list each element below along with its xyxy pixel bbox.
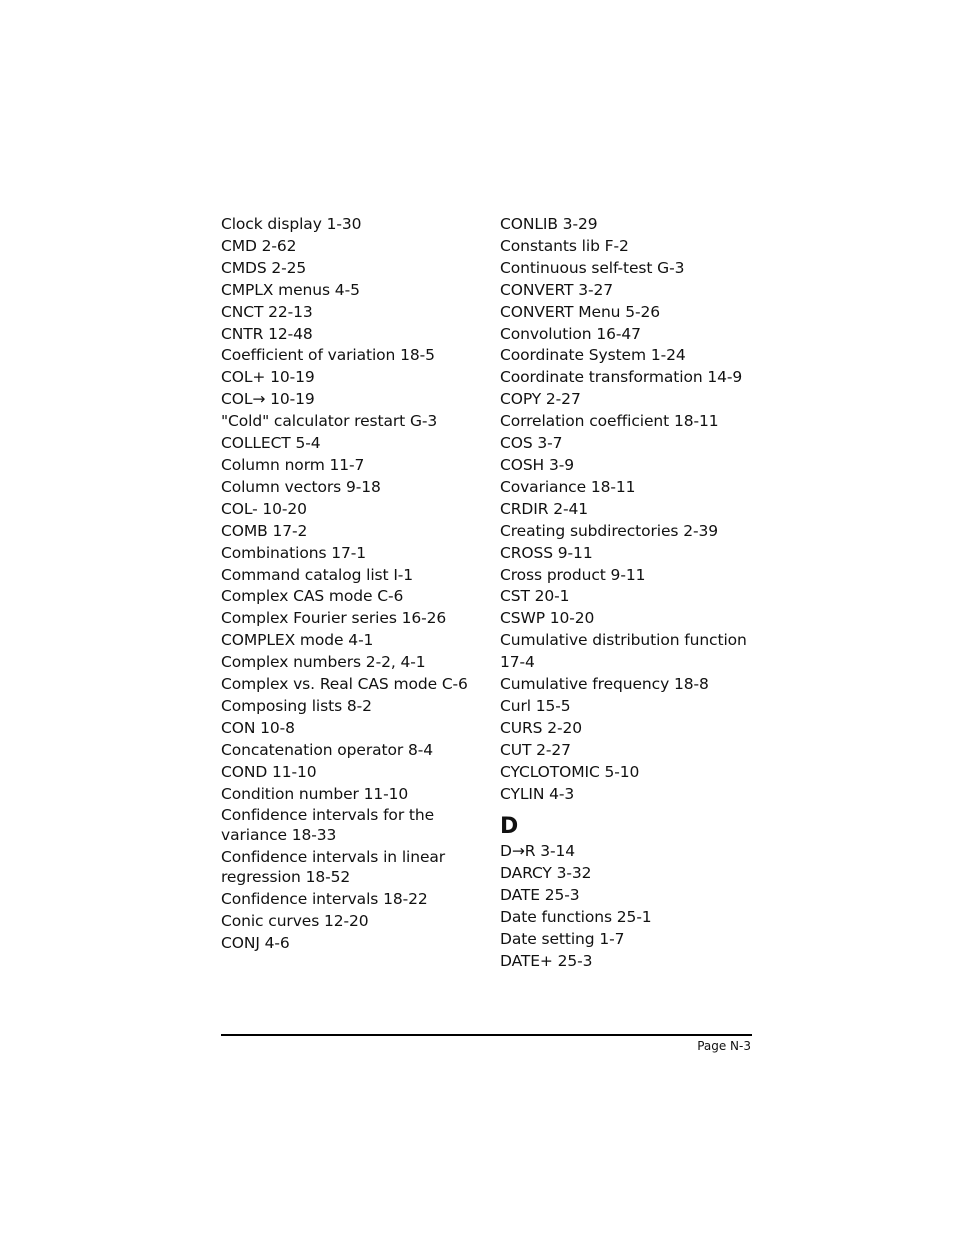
index-entry: CST 20-1 bbox=[500, 587, 570, 606]
index-entry: Curl 15-5 bbox=[500, 696, 571, 715]
index-entry: COL+ 10-19 bbox=[221, 368, 315, 387]
index-column-right bbox=[500, 214, 765, 973]
index-entry: Date setting 1-7 bbox=[500, 930, 625, 949]
index-column-left bbox=[221, 214, 486, 955]
index-entry: CURS 2-20 bbox=[500, 718, 582, 737]
index-entry: Convolution 16-47 bbox=[500, 324, 641, 343]
index-entry: COSH 3-9 bbox=[500, 455, 574, 474]
index-entry: CYLIN 4-3 bbox=[500, 784, 575, 803]
index-entry: Condition number 11-10 bbox=[221, 784, 409, 803]
index-entry: Complex vs. Real CAS mode C-6 bbox=[221, 675, 468, 694]
index-entry: COLLECT 5-4 bbox=[221, 434, 321, 453]
footer-divider bbox=[221, 1034, 752, 1036]
index-entry: Confidence intervals 18-22 bbox=[221, 890, 428, 909]
index-entry: CONLIB 3-29 bbox=[500, 215, 598, 233]
index-entry: Complex Fourier series 16-26 bbox=[221, 609, 447, 628]
index-entry: Constants lib F-2 bbox=[500, 236, 629, 255]
index-entry: Command catalog list I-1 bbox=[221, 565, 414, 584]
index-entry: Conic curves 12-20 bbox=[221, 912, 369, 931]
index-entry: CONVERT 3-27 bbox=[500, 280, 614, 299]
index-entry: CMD 2-62 bbox=[221, 236, 297, 255]
index-entry: Confidence intervals for the variance 18-33 bbox=[221, 806, 435, 845]
index-entry: COL- 10-20 bbox=[221, 499, 307, 518]
index-entry: CNCT 22-13 bbox=[221, 302, 313, 321]
index-entry: Column vectors 9-18 bbox=[221, 477, 381, 496]
index-entry: CUT 2-27 bbox=[500, 740, 571, 759]
index-entry: Cumulative distribution function 17-4 bbox=[500, 631, 747, 672]
index-entry: Date functions 25-1 bbox=[500, 908, 652, 927]
index-entry: COS 3-7 bbox=[500, 434, 563, 453]
index-entry: "Cold" calculator restart G-3 bbox=[221, 412, 438, 431]
index-entry: DARCY 3-32 bbox=[500, 864, 592, 883]
index-entry: CROSS 9-11 bbox=[500, 543, 593, 562]
index-entry: DATE+ 25-3 bbox=[500, 952, 593, 970]
section-heading-d: D bbox=[500, 814, 519, 840]
index-entry: D→R 3-14 bbox=[500, 842, 575, 861]
index-entry: Confidence intervals in linear regression 18-52 bbox=[221, 848, 446, 887]
index-entry: DATE 25-3 bbox=[500, 886, 580, 905]
index-entry: CRDIR 2-41 bbox=[500, 499, 588, 518]
index-entry: Continuous self-test G-3 bbox=[500, 258, 685, 277]
index-entry: CON 10-8 bbox=[221, 718, 295, 737]
index-entry: CMDS 2-25 bbox=[221, 258, 307, 277]
index-entry: Cumulative frequency 18-8 bbox=[500, 675, 709, 694]
index-entry: COL→ 10-19 bbox=[221, 390, 315, 409]
index-entry: Composing lists 8-2 bbox=[221, 696, 372, 715]
index-entry: COPY 2-27 bbox=[500, 390, 581, 409]
index-entry: Combinations 17-1 bbox=[221, 543, 367, 562]
index-entry: COMPLEX mode 4-1 bbox=[221, 631, 374, 650]
index-entry: Complex numbers 2-2, 4-1 bbox=[221, 653, 426, 672]
index-entry: Creating subdirectories 2-39 bbox=[500, 521, 718, 540]
index-entry: Cross product 9-11 bbox=[500, 565, 646, 584]
index-entry: Concatenation operator 8-4 bbox=[221, 740, 434, 759]
index-entry: CONJ 4-6 bbox=[221, 934, 290, 953]
index-entry: Correlation coefficient 18-11 bbox=[500, 412, 719, 431]
index-entry: Complex CAS mode C-6 bbox=[221, 587, 404, 606]
index-entry: CSWP 10-20 bbox=[500, 609, 595, 628]
index-entry: CMPLX menus 4-5 bbox=[221, 280, 360, 299]
index-entry: CNTR 12-48 bbox=[221, 324, 313, 343]
index-entry: Clock display 1-30 bbox=[221, 215, 362, 233]
index-entry: CONVERT Menu 5-26 bbox=[500, 302, 661, 321]
index-entry: COND 11-10 bbox=[221, 762, 317, 781]
index-entry: Coordinate transformation 14-9 bbox=[500, 368, 743, 387]
index-entry: Coefficient of variation 18-5 bbox=[221, 346, 435, 365]
index-entry: Coordinate System 1-24 bbox=[500, 346, 686, 365]
index-entry: Column norm 11-7 bbox=[221, 455, 365, 474]
index-entry: Covariance 18-11 bbox=[500, 477, 636, 496]
page-number: Page N-3 bbox=[697, 1039, 751, 1053]
index-entry: CYCLOTOMIC 5-10 bbox=[500, 762, 640, 781]
index-entry: COMB 17-2 bbox=[221, 521, 308, 540]
